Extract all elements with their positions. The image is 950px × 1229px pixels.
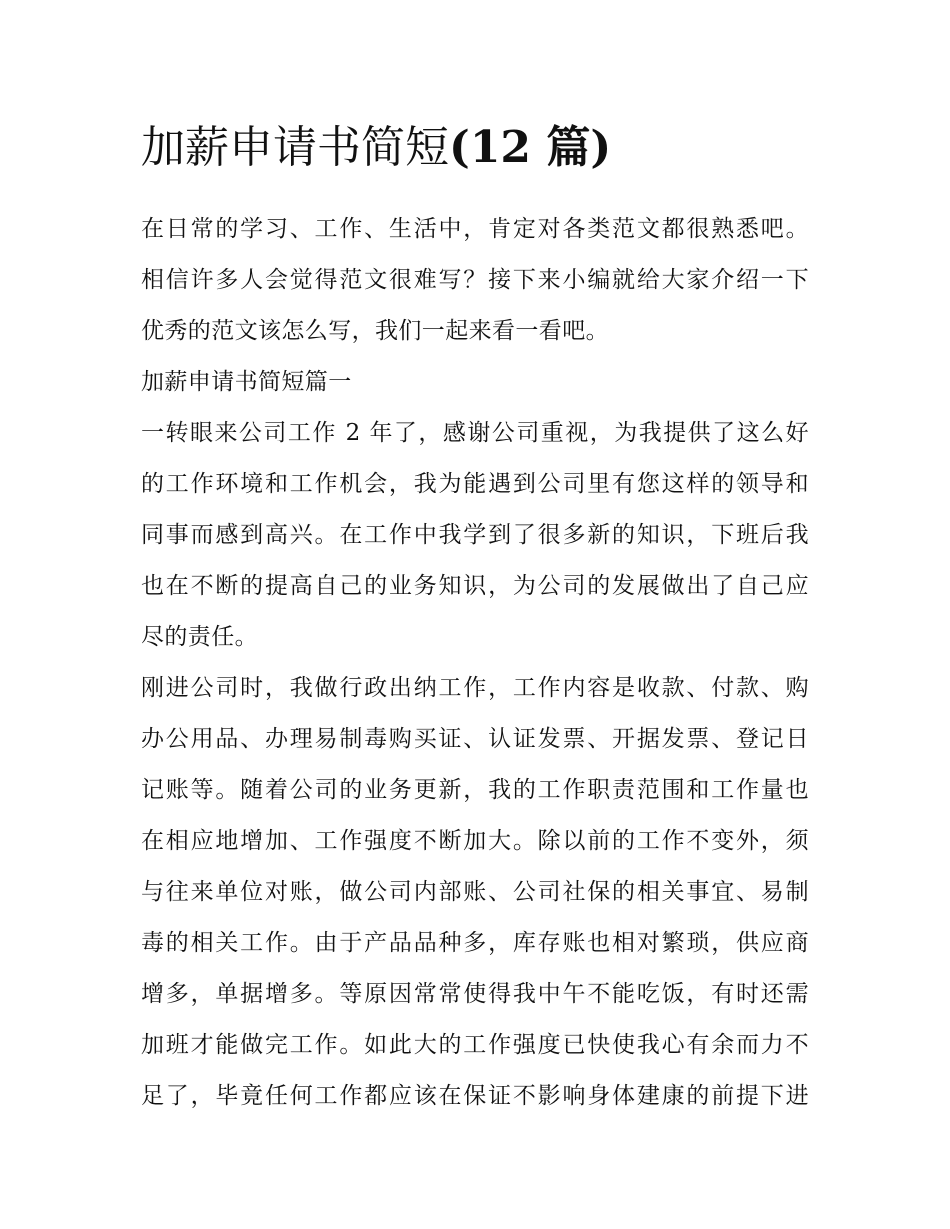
- text-line: 刚进公司时，我做行政出纳工作，工作内容是收款、付款、购: [141, 675, 809, 701]
- text-line: 在相应地增加、工作强度不断加大。除以前的工作不变外，须: [141, 828, 809, 854]
- text-line: 也在不断的提高自己的业务知识，为公司的发展做出了自己应: [141, 573, 809, 599]
- text-line: 的工作环境和工作机会，我为能遇到公司里有您这样的领导和: [141, 471, 809, 497]
- text-line: 足了，毕竟任何工作都应该在保证不影响身体建康的前提下进: [141, 1083, 809, 1109]
- text-line: 同事而感到高兴。在工作中我学到了很多新的知识，下班后我: [141, 522, 809, 548]
- title-suffix-text: (12 篇): [449, 122, 612, 173]
- document-title: [141, 115, 821, 181]
- text-line: 记账等。随着公司的业务更新，我的工作职责范围和工作量也: [141, 777, 809, 803]
- title-main-text: 加薪申请书简短: [141, 122, 449, 173]
- text-line: 优秀的范文该怎么写，我们一起来看一看吧。: [141, 318, 609, 344]
- text-line: 毒的相关工作。由于产品品种多，库存账也相对繁琐，供应商: [141, 930, 809, 956]
- section-heading: 加薪申请书简短篇一: [141, 369, 352, 395]
- text-line: 尽的责任。: [141, 624, 258, 650]
- text-line: 加班才能做完工作。如此大的工作强度已快使我心有余而力不: [141, 1032, 809, 1058]
- text-line: 办公用品、办理易制毒购买证、认证发票、开据发票、登记日: [141, 726, 809, 752]
- document-body: [141, 115, 821, 1122]
- text-lines: [141, 204, 821, 1122]
- text-line: 增多，单据增多。等原因常常使得我中午不能吃饭，有时还需: [141, 981, 809, 1007]
- text-line: 一转眼来公司工作 2 年了，感谢公司重视，为我提供了这么好: [141, 420, 809, 446]
- text-line: 与往来单位对账，做公司内部账、公司社保的相关事宜、易制: [141, 879, 809, 905]
- text-line: 相信许多人会觉得范文很难写？接下来小编就给大家介绍一下: [141, 267, 809, 293]
- text-line: 在日常的学习、工作、生活中，肯定对各类范文都很熟悉吧。: [141, 216, 809, 242]
